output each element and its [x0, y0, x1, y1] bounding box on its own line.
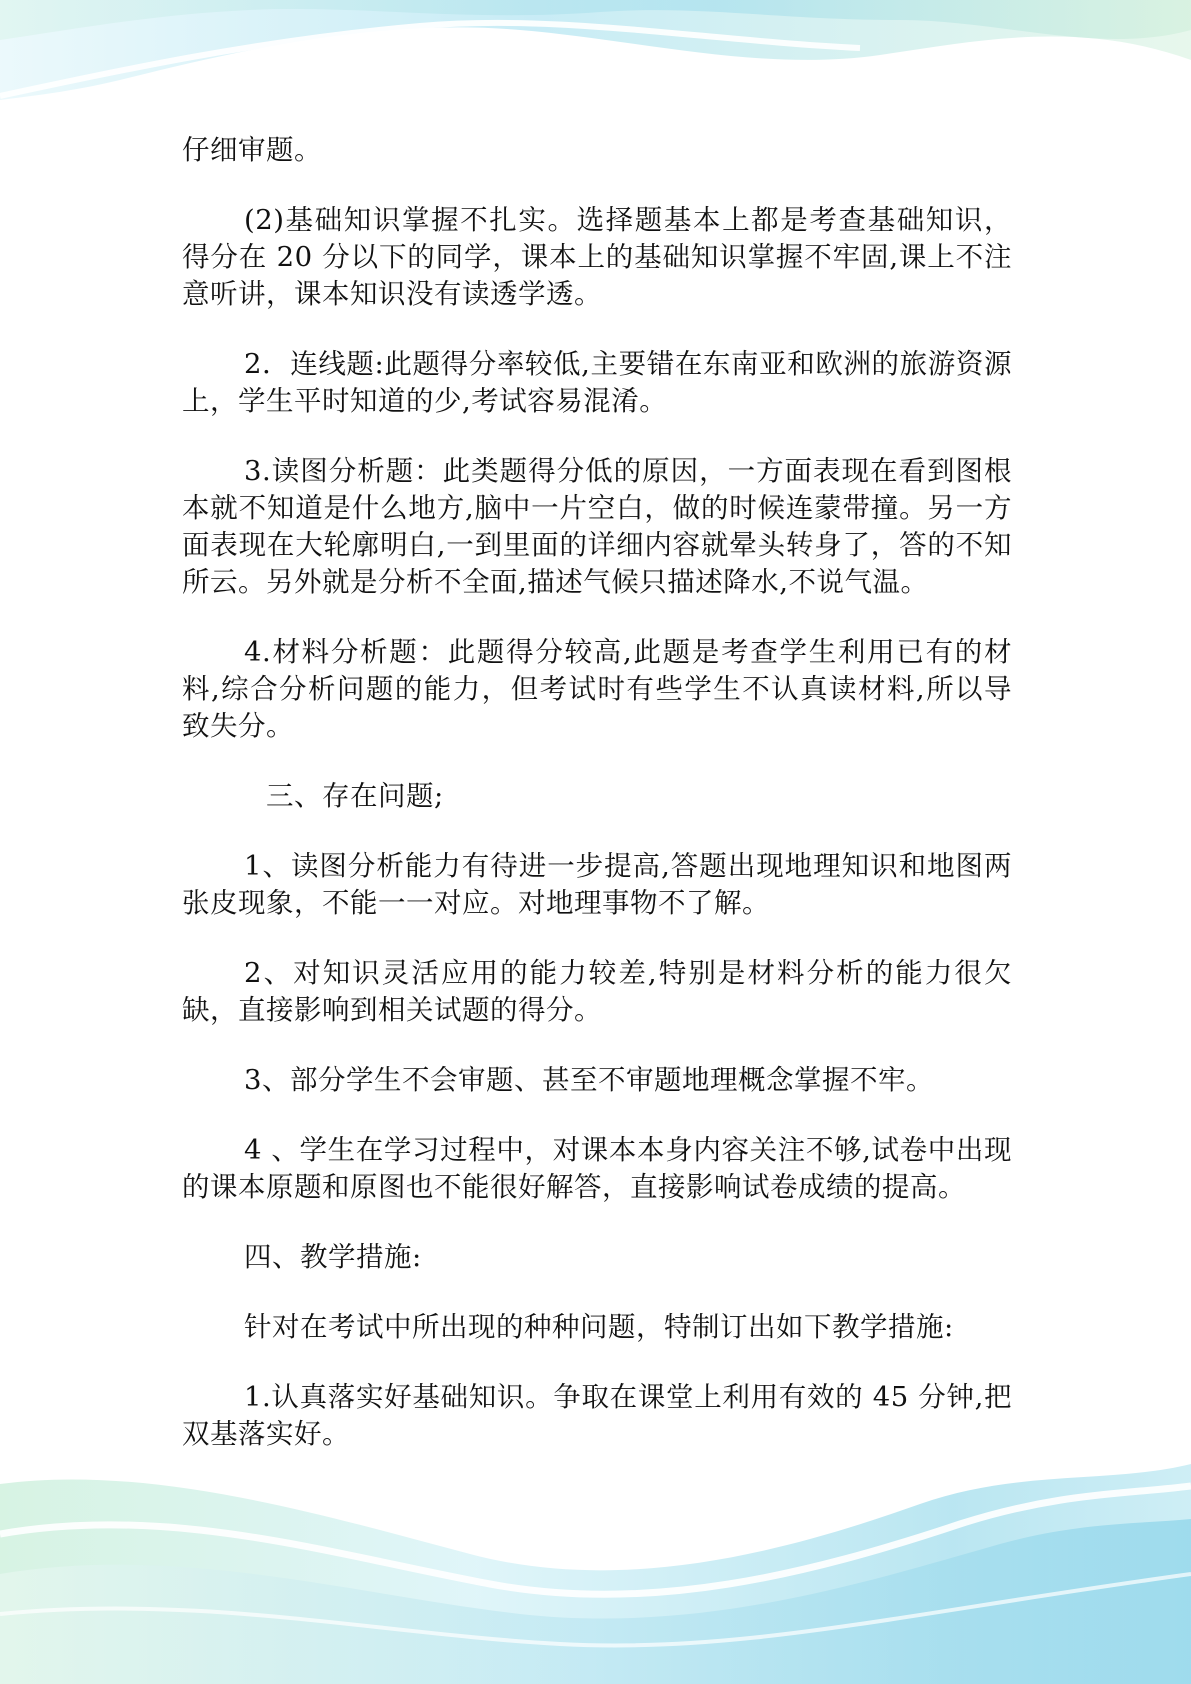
- top-wave-decoration: [0, 0, 1191, 130]
- paragraph-8: 2、对知识灵活应用的能力较差,特别是材料分析的能力很欠缺，直接影响到相关试题的得分。: [182, 957, 1012, 1026]
- document-body: [182, 132, 1012, 1486]
- paragraph-1: 仔细审题。: [182, 134, 322, 166]
- paragraph-9: 3、部分学生不会审题、甚至不审题地理概念掌握不牢。: [244, 1064, 934, 1096]
- section-heading-problems: 三、存在问题;: [266, 780, 444, 812]
- paragraph-2: (2)基础知识掌握不扎实。选择题基本上都是考查基础知识，得分在 20 分以下的同学，课本上的基础知识掌握不牢固,课上不注意听讲，课本知识没有读透学透。: [182, 204, 1012, 310]
- paragraph-7: 1、读图分析能力有待进一步提高,答题出现地理知识和地图两张皮现象，不能一一对应。对地理事物不了解。: [182, 850, 1012, 919]
- paragraph-12: 针对在考试中所出现的种种问题，特制订出如下教学措施:: [244, 1311, 954, 1343]
- paragraph-3: 2．连线题:此题得分率较低,主要错在东南亚和欧洲的旅游资源上，学生平时知道的少,考试容易混淆。: [182, 348, 1012, 417]
- section-heading-measures: 四、教学措施:: [244, 1241, 422, 1273]
- paragraph-13: 1.认真落实好基础知识。争取在课堂上利用有效的 45 分钟,把双基落实好。: [182, 1381, 1012, 1450]
- paragraph-5: 4.材料分析题：此题得分较高,此题是考查学生利用已有的材料,综合分析问题的能力，但考试时有些学生不认真读材料,所以导致失分。: [182, 636, 1012, 742]
- paragraph-4: 3.读图分析题：此类题得分低的原因，一方面表现在看到图根本就不知道是什么地方,脑中一片空白，做的时候连蒙带撞。另一方面表现在大轮廓明白,一到里面的详细内容就晕头转身了，答的不知所云。另外就是分析不全面,描述气候只描述降水,不说气温。: [182, 455, 1012, 598]
- paragraph-10: 4 、学生在学习过程中，对课本本身内容关注不够,试卷中出现的课本原题和原图也不能很好解答，直接影响试卷成绩的提高。: [182, 1134, 1012, 1203]
